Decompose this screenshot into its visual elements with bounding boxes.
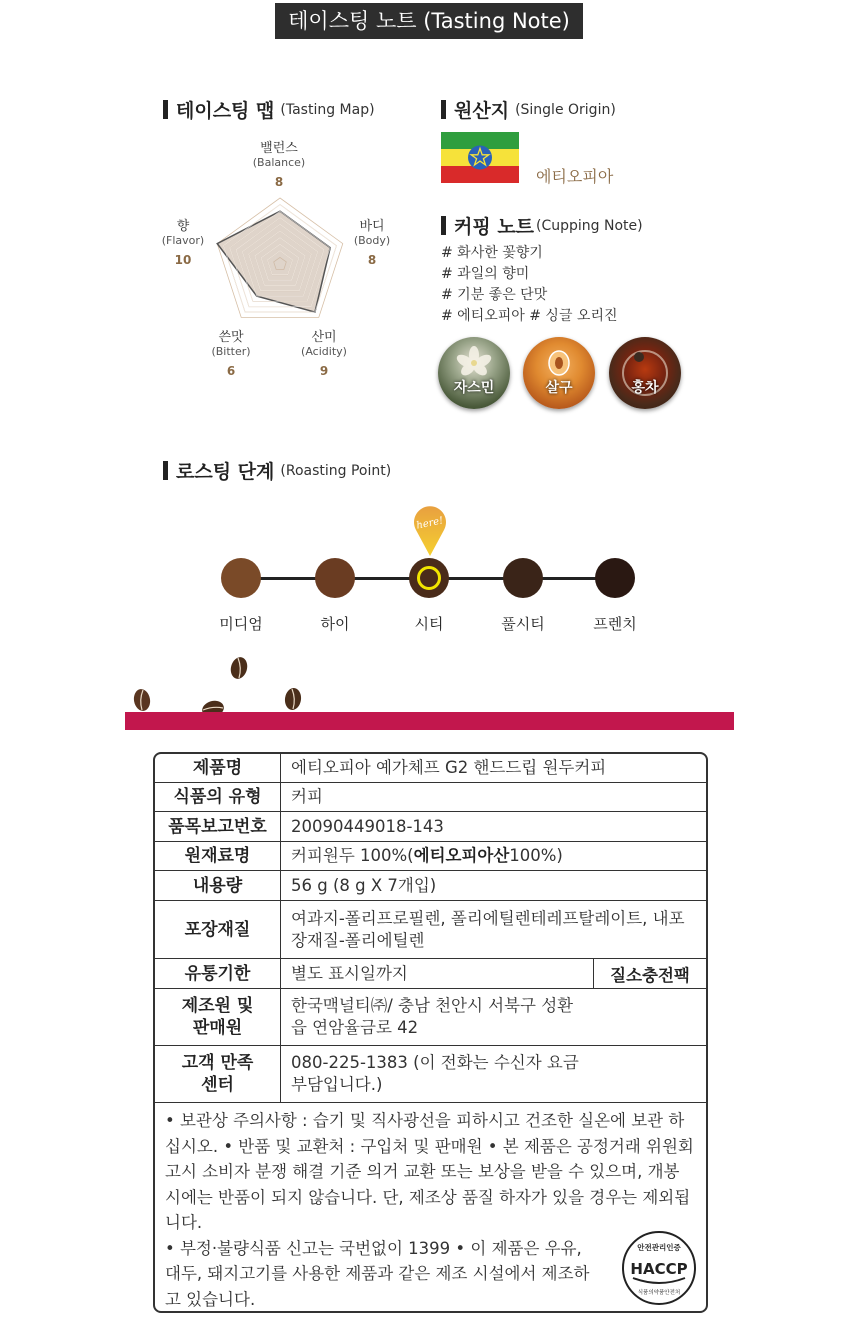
heading-bar <box>441 216 446 235</box>
tasting-map-heading-ko: 테이스팅 맵 <box>176 100 275 122</box>
roasting-heading-ko: 로스팅 단계 <box>176 461 275 483</box>
product-info-table <box>153 752 708 1313</box>
selected-ring <box>417 566 441 590</box>
origin-country: 에티오피아 <box>536 167 614 186</box>
coffee-bean-icon <box>230 656 248 680</box>
table-row <box>155 1046 706 1103</box>
storage-note: • 보관상 주의사항 : 습기 및 직사광선을 피하시고 건조한 실온에 보관 하십시오. <box>165 1111 685 1156</box>
roasting-heading-en: (Roasting Point) <box>280 462 392 479</box>
axis-balance-value: 8 <box>274 175 284 189</box>
row-key: 유통기한 <box>155 959 281 988</box>
ingredient-pre: 커피원두 100%( <box>291 846 414 865</box>
ingredient-origin: 에티오피아산 <box>413 846 510 865</box>
row-key: 고객 만족센터 <box>155 1046 281 1102</box>
allergen-note: • 이 제품은 우유, 대두, 돼지고기를 사용한 제품과 같은 제조 시설에서 제조하고 있습니다. <box>165 1238 590 1309</box>
table-row <box>155 901 706 959</box>
axis-acidity-en: (Acidity) <box>301 345 347 358</box>
roasting-heading <box>163 457 391 484</box>
row-key: 원재료명 <box>155 842 281 870</box>
roast-label-medium: 미디엄 <box>219 615 263 633</box>
cupping-heading <box>441 212 643 239</box>
compensation-note: • 본 제품은 공정거래 위원회 고시 소비자 분쟁 해결 기준 의거 교환 또는 보상을 받을 수 있으며, 개봉시에는 반품이 되지 않습니다. 단, 제조상 품질 하자가 있을 경우는 제외됩니다. <box>165 1136 694 1232</box>
report-note: • 부정·불량식품 신고는 국번없이 1399 <box>165 1238 451 1258</box>
axis-balance-ko: 밸런스 <box>260 141 298 156</box>
row-key: 품목보고번호 <box>155 812 281 841</box>
roast-dot-medium <box>221 558 261 598</box>
jasmine-note-image <box>438 337 510 409</box>
row-value: 커피 <box>291 787 323 806</box>
black-tea-label: 홍차 <box>631 380 659 396</box>
axis-body-value: 8 <box>367 253 377 267</box>
nitrogen-pack-label: 질소충전팩 <box>593 959 706 988</box>
axis-acidity-value: 9 <box>319 364 329 378</box>
axis-bitter-en: (Bitter) <box>211 345 251 358</box>
roast-label-fullcity: 풀시티 <box>501 615 545 633</box>
row-value: 에티오피아 예가체프 G2 핸드드립 원두커피 <box>291 758 607 777</box>
accent-divider <box>125 712 734 730</box>
tasting-map-heading-en: (Tasting Map) <box>280 101 375 118</box>
cupping-heading-ko: 커핑 노트 <box>454 216 535 238</box>
apricot-label: 살구 <box>545 380 573 396</box>
cupping-notes <box>441 243 618 327</box>
row-key: 식품의 유형 <box>155 783 281 811</box>
tea-cup-icon <box>609 337 681 409</box>
axis-body-en: (Body) <box>353 234 391 247</box>
cupping-note: # 에티오피아 # 싱글 오리진 <box>441 308 618 324</box>
heading-bar <box>441 100 446 119</box>
product-notes <box>165 1108 695 1312</box>
axis-acidity <box>284 331 364 378</box>
roast-dot-city <box>409 558 449 598</box>
table-row <box>155 842 706 871</box>
axis-bitter-value: 6 <box>226 364 236 378</box>
axis-acidity-ko: 산미 <box>311 330 337 345</box>
axis-flavor-en: (Flavor) <box>161 234 205 247</box>
cupping-note: # 화사한 꽃향기 <box>441 245 543 261</box>
table-row <box>155 959 706 989</box>
coffee-bean-icon <box>132 688 152 712</box>
table-row <box>155 812 706 842</box>
page-title: 테이스팅 노트 (Tasting Note) <box>275 3 583 39</box>
jasmine-flower-icon <box>438 337 510 409</box>
table-row <box>155 989 706 1046</box>
origin-heading-en: (Single Origin) <box>515 101 616 118</box>
row-key: 제조원 및 판매원 <box>155 989 281 1045</box>
row-value: 여과지-폴리프로필렌, 폴리에틸렌테레프탈레이트, 내포장재질-폴리에틸렌 <box>291 908 685 950</box>
axis-flavor-ko: 향 <box>176 219 190 234</box>
roast-dot-high <box>315 558 355 598</box>
haccp-logo-icon <box>621 1230 697 1306</box>
axis-flavor <box>143 220 223 267</box>
axis-bitter-ko: 쓴맛 <box>218 330 244 345</box>
row-value: 한국맥널티㈜/ 충남 천안시 서북구 성환읍 연암율금로 42 <box>291 996 574 1037</box>
svg-text:식품의약품안전처: 식품의약품안전처 <box>637 1290 681 1296</box>
origin-heading <box>441 96 616 123</box>
axis-body <box>332 220 412 267</box>
axis-bitter <box>191 331 271 378</box>
heading-bar <box>163 100 168 119</box>
svg-text:HACCP: HACCP <box>630 1260 688 1278</box>
table-row <box>155 783 706 812</box>
roast-dot-french <box>595 558 635 598</box>
roast-dot-fullcity <box>503 558 543 598</box>
axis-balance-en: (Balance) <box>252 156 306 169</box>
here-marker-icon <box>410 502 450 558</box>
row-value: 별도 표시일까지 <box>291 963 408 983</box>
cupping-note: # 기분 좋은 단맛 <box>441 287 548 303</box>
origin-heading-ko: 원산지 <box>454 100 510 122</box>
tasting-map-heading <box>163 96 375 123</box>
cupping-heading-en: (Cupping Note) <box>536 217 643 234</box>
svg-text:here!: here! <box>415 515 445 532</box>
row-key: 제품명 <box>155 754 281 782</box>
row-value: 20090449018-143 <box>291 816 444 836</box>
axis-flavor-value: 10 <box>174 253 192 267</box>
return-note: • 반품 및 교환처 : 구입처 및 판매원 <box>223 1136 483 1156</box>
apricot-note-image <box>523 337 595 409</box>
axis-body-ko: 바디 <box>359 219 385 234</box>
apricot-icon <box>523 337 595 409</box>
row-value: 080-225-1383 (이 전화는 수신자 요금 부담입니다.) <box>291 1053 579 1094</box>
roast-label-french: 프렌치 <box>593 615 637 633</box>
ethiopia-flag-icon <box>441 132 519 183</box>
heading-bar <box>163 461 168 480</box>
jasmine-label: 자스민 <box>453 380 495 396</box>
row-key: 내용량 <box>155 871 281 900</box>
row-key: 포장재질 <box>155 901 281 958</box>
axis-balance <box>239 142 319 189</box>
table-row <box>155 754 706 783</box>
row-value: 56 g (8 g X 7개입) <box>291 875 437 895</box>
coffee-bean-icon <box>283 686 303 712</box>
table-row <box>155 871 706 901</box>
ingredient-post: 100%) <box>509 846 563 865</box>
black-tea-note-image <box>609 337 681 409</box>
cupping-note: # 과일의 향미 <box>441 266 530 282</box>
row-value <box>281 842 706 870</box>
roast-label-high: 하이 <box>320 615 350 633</box>
roast-label-city: 시티 <box>414 615 444 633</box>
svg-text:안전관리인증: 안전관리인증 <box>637 1243 681 1252</box>
